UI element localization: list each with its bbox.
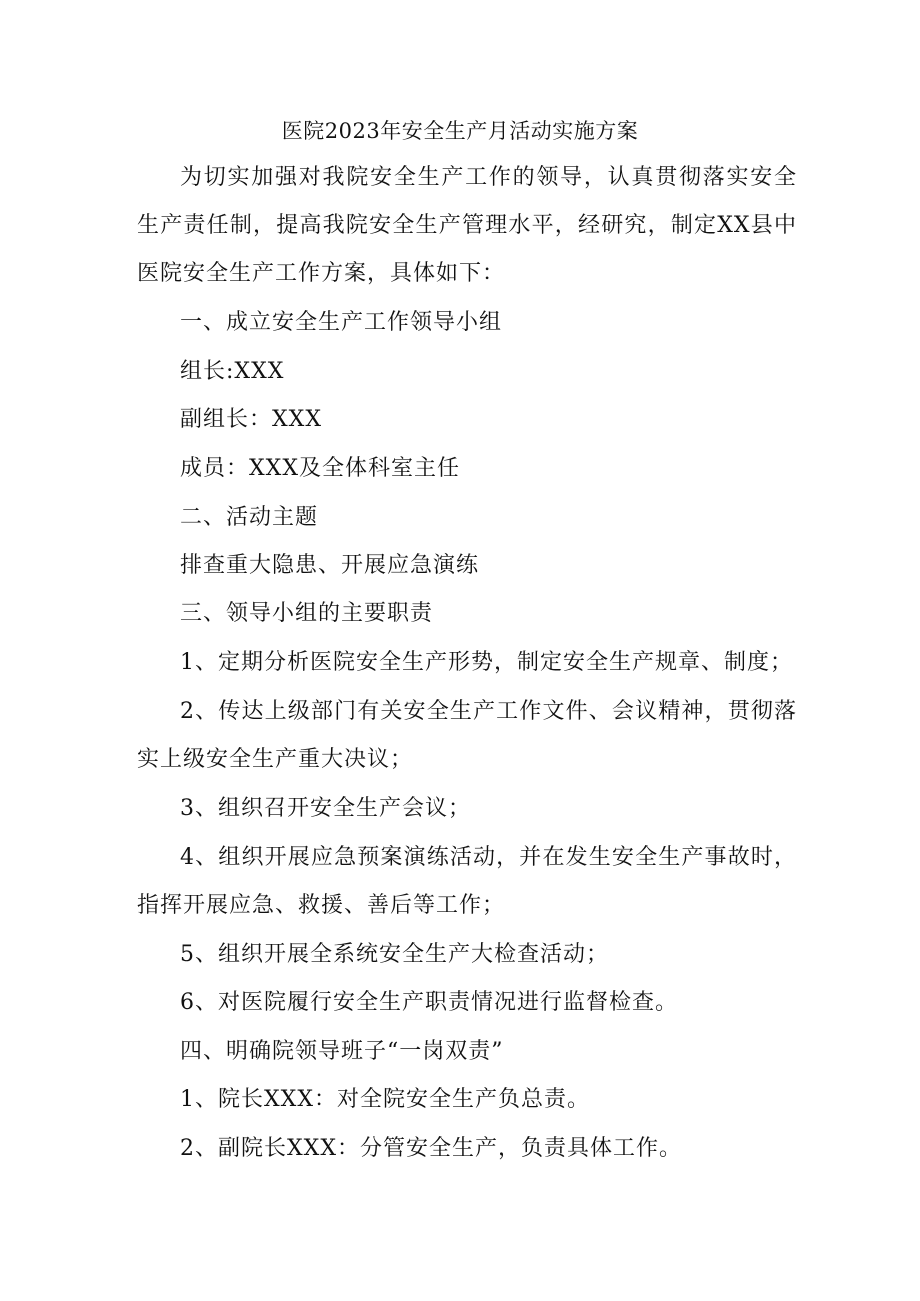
paragraph-line: 排查重大隐患、开展应急演练 — [180, 553, 480, 578]
section-heading: 三、领导小组的主要职责 — [180, 601, 434, 626]
section-heading: 一、成立安全生产工作领导小组 — [180, 310, 503, 335]
paragraph-line: 医院安全生产工作方案，具体如下： — [137, 261, 506, 286]
list-item: 2、副院长XXX：分管安全生产，负责具体工作。 — [180, 1136, 682, 1161]
section-heading: 二、活动主题 — [180, 505, 319, 530]
list-item: 1、定期分析医院安全生产形势，制定安全生产规章、制度； — [180, 650, 793, 675]
paragraph-line: 组长:XXX — [180, 359, 285, 384]
section-heading: 四、明确院领导班子“一岗双责” — [180, 1039, 504, 1064]
document-title: 医院2023年安全生产月活动实施方案 — [281, 119, 639, 143]
list-item: 4、组织开展应急预案演练活动，并在发生安全生产事故时， — [180, 845, 797, 870]
list-item: 2、传达上级部门有关安全生产工作文件、会议精神，贯彻落 — [180, 699, 797, 724]
list-item-continuation: 实上级安全生产重大决议； — [137, 747, 414, 772]
list-item: 1、院长XXX：对全院安全生产负总责。 — [180, 1087, 590, 1112]
paragraph-line: 副组长：XXX — [180, 407, 322, 432]
list-item-continuation: 指挥开展应急、救援、善后等工作； — [137, 893, 506, 918]
paragraph-line: 为切实加强对我院安全生产工作的领导，认真贯彻落实安全 — [180, 165, 797, 190]
list-item: 6、对医院履行安全生产职责情况进行监督检查。 — [180, 990, 678, 1015]
list-item: 3、组织召开安全生产会议； — [180, 796, 471, 821]
paragraph-line: 成员：XXX及全体科室主任 — [180, 456, 460, 481]
list-item: 5、组织开展全系统安全生产大检查活动； — [180, 942, 609, 967]
paragraph-line: 生产责任制，提高我院安全生产管理水平，经研究，制定XX县中 — [137, 213, 797, 238]
